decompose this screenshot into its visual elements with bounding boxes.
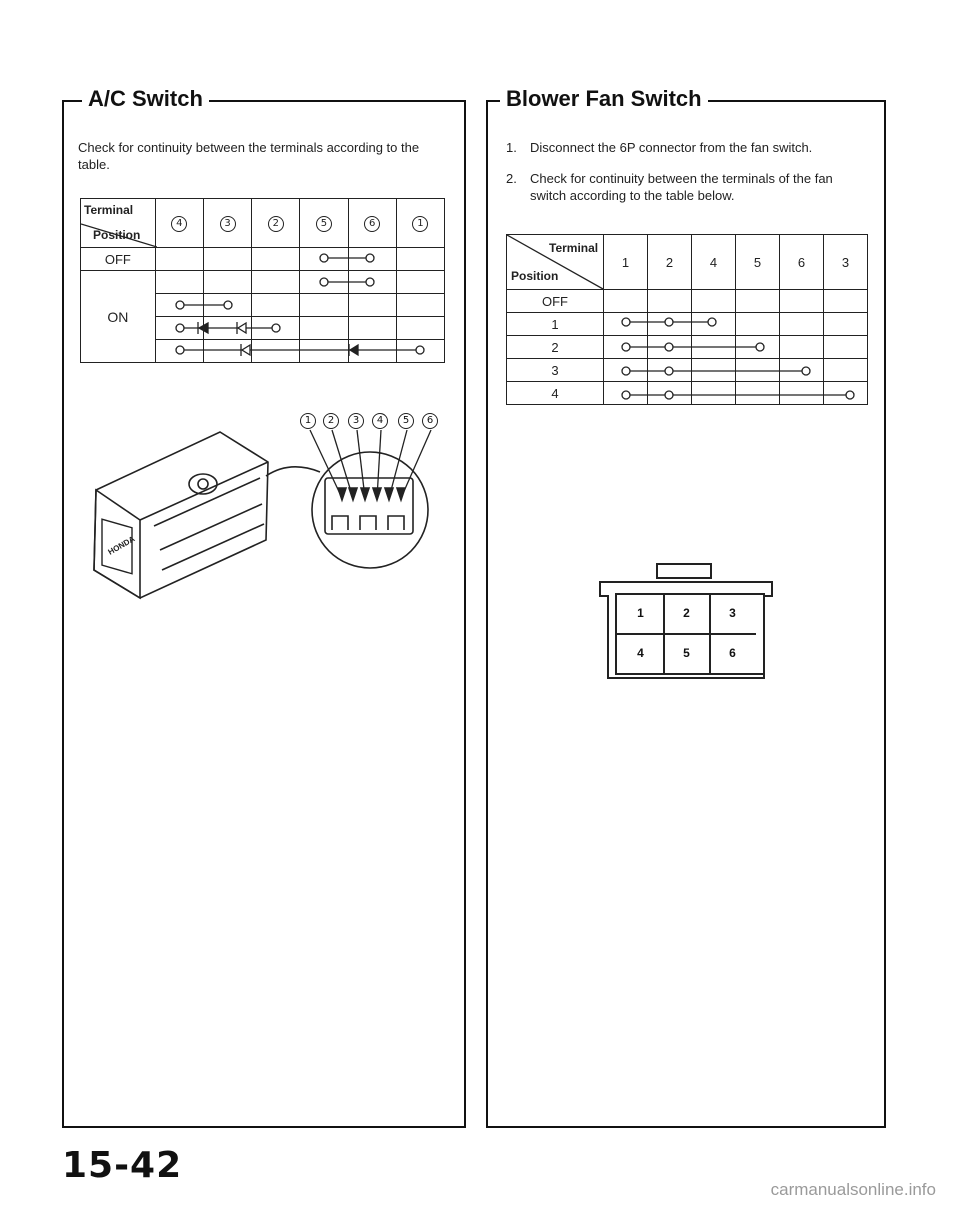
ac-corner-position-label: Position (93, 228, 141, 242)
blower-switch-title: Blower Fan Switch (500, 86, 708, 112)
blower-step-1 (506, 139, 866, 156)
blower-terminal-header: 5 (736, 235, 780, 290)
blower-corner-terminal-label: Terminal (549, 241, 599, 255)
step-text: Check for continuity between the terminals of the fan switch according to the table below. (530, 171, 833, 203)
ac-cell (252, 271, 300, 294)
ac-cell (155, 271, 203, 294)
honda-logo-text: HONDA (106, 534, 137, 557)
pin-label: 5 (398, 413, 414, 429)
pin-label: 3 (348, 413, 364, 429)
ac-cell (348, 271, 396, 294)
ac-terminal-header: 6 (348, 199, 396, 248)
connector-pin: 2 (683, 606, 690, 620)
ac-cell (396, 271, 444, 294)
ac-table-corner (81, 199, 156, 248)
blower-terminal-header: 1 (604, 235, 648, 290)
ac-cell (203, 248, 251, 271)
ac-cell (396, 317, 444, 340)
step-number: 2. (506, 171, 517, 186)
ac-cell (155, 317, 203, 340)
ac-terminal-header: 1 (396, 199, 444, 248)
ac-terminal-header: 4 (155, 199, 203, 248)
blower-position-3: 3 (507, 359, 604, 382)
ac-cell (252, 294, 300, 317)
connector-pin: 3 (729, 606, 736, 620)
ac-cell (252, 340, 300, 363)
blower-switch-table (506, 234, 868, 405)
ac-switch-title-rule (62, 100, 82, 102)
ac-cell (396, 248, 444, 271)
blower-table-corner (507, 235, 604, 290)
ac-cell (155, 294, 203, 317)
ac-switch-title-rule-right (208, 100, 466, 102)
ac-position-off: OFF (81, 248, 156, 271)
pin-label: 2 (323, 413, 339, 429)
ac-cell (348, 340, 396, 363)
blower-step-2 (506, 170, 866, 204)
blower-title-rule-right (706, 100, 886, 102)
blower-position-2: 2 (507, 336, 604, 359)
ac-cell (203, 294, 251, 317)
ac-cell (348, 294, 396, 317)
ac-cell (155, 340, 203, 363)
blower-corner-position-label: Position (511, 269, 559, 283)
page-number: 15-42 (62, 1145, 183, 1186)
ac-cell (300, 317, 348, 340)
blower-terminal-header: 2 (648, 235, 692, 290)
blower-title-rule (486, 100, 500, 102)
ac-cell (300, 271, 348, 294)
connector-pin: 6 (729, 646, 736, 660)
blower-position-4: 4 (507, 382, 604, 405)
ac-cell (300, 340, 348, 363)
connector-pin: 5 (683, 646, 690, 660)
blower-terminal-header: 6 (780, 235, 824, 290)
ac-corner-terminal-label: Terminal (84, 203, 134, 217)
ac-cell (396, 340, 444, 363)
ac-cell (396, 294, 444, 317)
connector-pin: 4 (637, 646, 644, 660)
ac-terminal-header: 3 (203, 199, 251, 248)
blower-terminal-header: 4 (692, 235, 736, 290)
blower-position-1: 1 (507, 313, 604, 336)
blower-position-off: OFF (507, 290, 604, 313)
blower-terminal-header: 3 (824, 235, 868, 290)
ac-cell (300, 248, 348, 271)
ac-cell (252, 248, 300, 271)
ac-terminal-header: 5 (300, 199, 348, 248)
ac-switch-title: A/C Switch (82, 86, 209, 112)
ac-switch-instruction: Check for continuity between the terminals according to the table. (78, 140, 420, 172)
ac-position-on: ON (81, 271, 156, 363)
pin-label: 6 (422, 413, 438, 429)
ac-cell (203, 271, 251, 294)
ac-switch-table (80, 198, 445, 363)
connector-pin: 1 (637, 606, 644, 620)
ac-cell (203, 317, 251, 340)
step-number: 1. (506, 140, 517, 155)
pin-label: 1 (300, 413, 316, 429)
step-text: Disconnect the 6P connector from the fan switch. (530, 140, 813, 155)
ac-cell (252, 317, 300, 340)
ac-terminal-header: 2 (252, 199, 300, 248)
ac-cell (348, 248, 396, 271)
ac-cell (155, 248, 203, 271)
ac-switch-illustration (70, 400, 470, 620)
ac-cell (203, 340, 251, 363)
ac-cell (348, 317, 396, 340)
ac-cell (300, 294, 348, 317)
pin-label: 4 (372, 413, 388, 429)
watermark: carmanualsonline.info (770, 1180, 936, 1199)
